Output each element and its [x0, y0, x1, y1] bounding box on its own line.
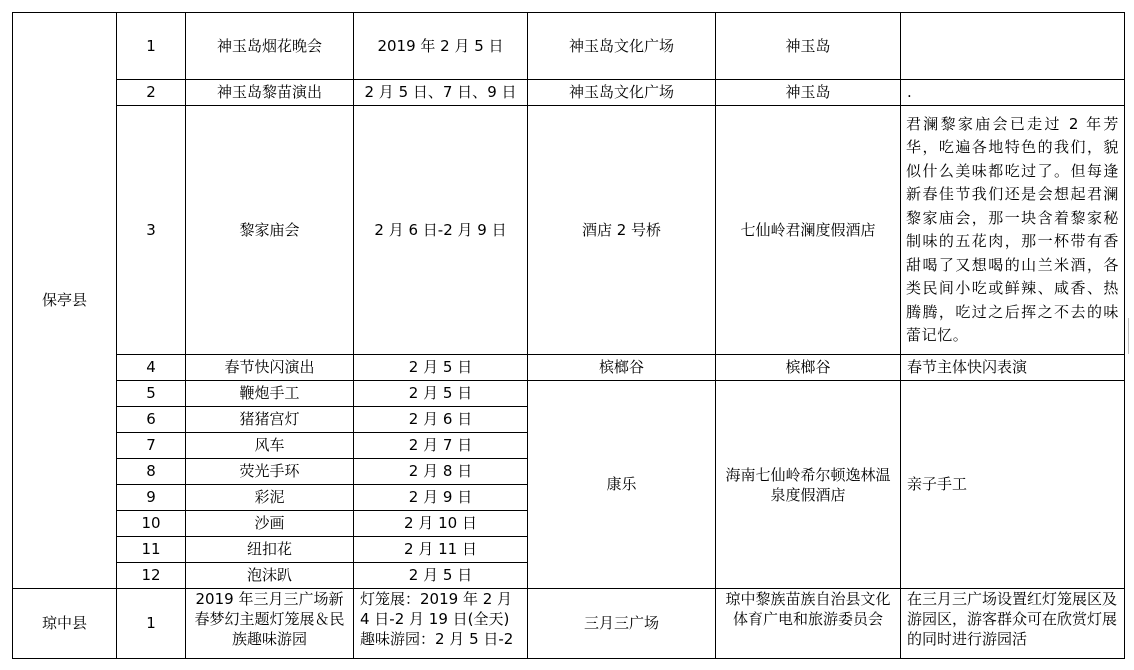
event-location: 槟榔谷: [716, 355, 901, 381]
event-venue: 酒店 2 号桥: [528, 106, 716, 355]
row-number: 10: [117, 511, 186, 537]
event-name: 风车: [186, 433, 354, 459]
row-number: 12: [117, 563, 186, 589]
event-name: 神玉岛烟花晚会: [186, 13, 354, 80]
event-location: 海南七仙岭希尔顿逸林温泉度假酒店: [716, 381, 901, 589]
table-row: [13, 13, 1125, 80]
event-name: 彩泥: [186, 485, 354, 511]
row-number: 3: [117, 106, 186, 355]
row-number: 7: [117, 433, 186, 459]
scroll-edge-marker: [1128, 318, 1133, 354]
row-number: 8: [117, 459, 186, 485]
event-date: 2 月 5 日: [354, 381, 528, 407]
event-date: 灯笼展：2019 年 2 月 4 日-2 月 19 日(全天) 趣味游园：2 月 5 日-2: [354, 589, 528, 659]
event-name: 荧光手环: [186, 459, 354, 485]
event-name: 纽扣花: [186, 537, 354, 563]
event-name: 鞭炮手工: [186, 381, 354, 407]
table-row: [13, 589, 1125, 659]
row-number: 4: [117, 355, 186, 381]
event-note: 亲子手工: [901, 381, 1125, 589]
row-number: 6: [117, 407, 186, 433]
row-number: 5: [117, 381, 186, 407]
event-note: [901, 13, 1125, 80]
event-date: 2019 年 2 月 5 日: [354, 13, 528, 80]
event-date: 2 月 5 日、7 日、9 日: [354, 80, 528, 106]
event-location: 七仙岭君澜度假酒店: [716, 106, 901, 355]
event-schedule-table: [12, 12, 1125, 659]
event-venue: 神玉岛文化广场: [528, 80, 716, 106]
event-venue: 康乐: [528, 381, 716, 589]
county-cell: 琼中县: [13, 589, 117, 659]
row-number: 2: [117, 80, 186, 106]
row-number: 9: [117, 485, 186, 511]
table-row: [13, 381, 1125, 407]
event-date: 2 月 8 日: [354, 459, 528, 485]
event-note: .: [901, 80, 1125, 106]
row-number: 1: [117, 13, 186, 80]
event-name: 泡沫趴: [186, 563, 354, 589]
event-date: 2 月 7 日: [354, 433, 528, 459]
event-name: 神玉岛黎苗演出: [186, 80, 354, 106]
event-venue: 槟榔谷: [528, 355, 716, 381]
event-note: 春节主体快闪表演: [901, 355, 1125, 381]
table-row: [13, 355, 1125, 381]
county-cell: 保亭县: [13, 13, 117, 589]
event-name: 2019 年三月三广场新春梦幻主题灯笼展＆民族趣味游园: [186, 589, 354, 659]
event-location: 神玉岛: [716, 80, 901, 106]
event-date: 2 月 10 日: [354, 511, 528, 537]
event-venue: 三月三广场: [528, 589, 716, 659]
table-row: [13, 80, 1125, 106]
row-number: 1: [117, 589, 186, 659]
event-note: 君澜黎家庙会已走过 2 年芳华，吃遍各地特色的我们，貌似什么美味都吃过了。但每逢新春佳节我们还是会想起君澜黎家庙会，那一块含着黎家秘制味的五花肉，那一杯带有香甜喝了又想喝的山兰米酒，各类民间小吃或鲜辣、咸香、热腾腾，吃过之后挥之不去的味蕾记忆。: [901, 106, 1125, 355]
event-name: 黎家庙会: [186, 106, 354, 355]
event-venue: 神玉岛文化广场: [528, 13, 716, 80]
event-date: 2 月 5 日: [354, 563, 528, 589]
event-note: 在三月三广场设置红灯笼展区及游园区，游客群众可在欣赏灯展的同时进行游园活: [901, 589, 1125, 659]
row-number: 11: [117, 537, 186, 563]
event-name: 沙画: [186, 511, 354, 537]
event-location: 神玉岛: [716, 13, 901, 80]
event-date: 2 月 11 日: [354, 537, 528, 563]
event-date: 2 月 5 日: [354, 355, 528, 381]
event-date: 2 月 6 日-2 月 9 日: [354, 106, 528, 355]
event-date: 2 月 6 日: [354, 407, 528, 433]
event-name: 猪猪宫灯: [186, 407, 354, 433]
event-name: 春节快闪演出: [186, 355, 354, 381]
event-date: 2 月 9 日: [354, 485, 528, 511]
table-row: [13, 106, 1125, 355]
event-location: 琼中黎族苗族自治县文化体育广电和旅游委员会: [716, 589, 901, 659]
